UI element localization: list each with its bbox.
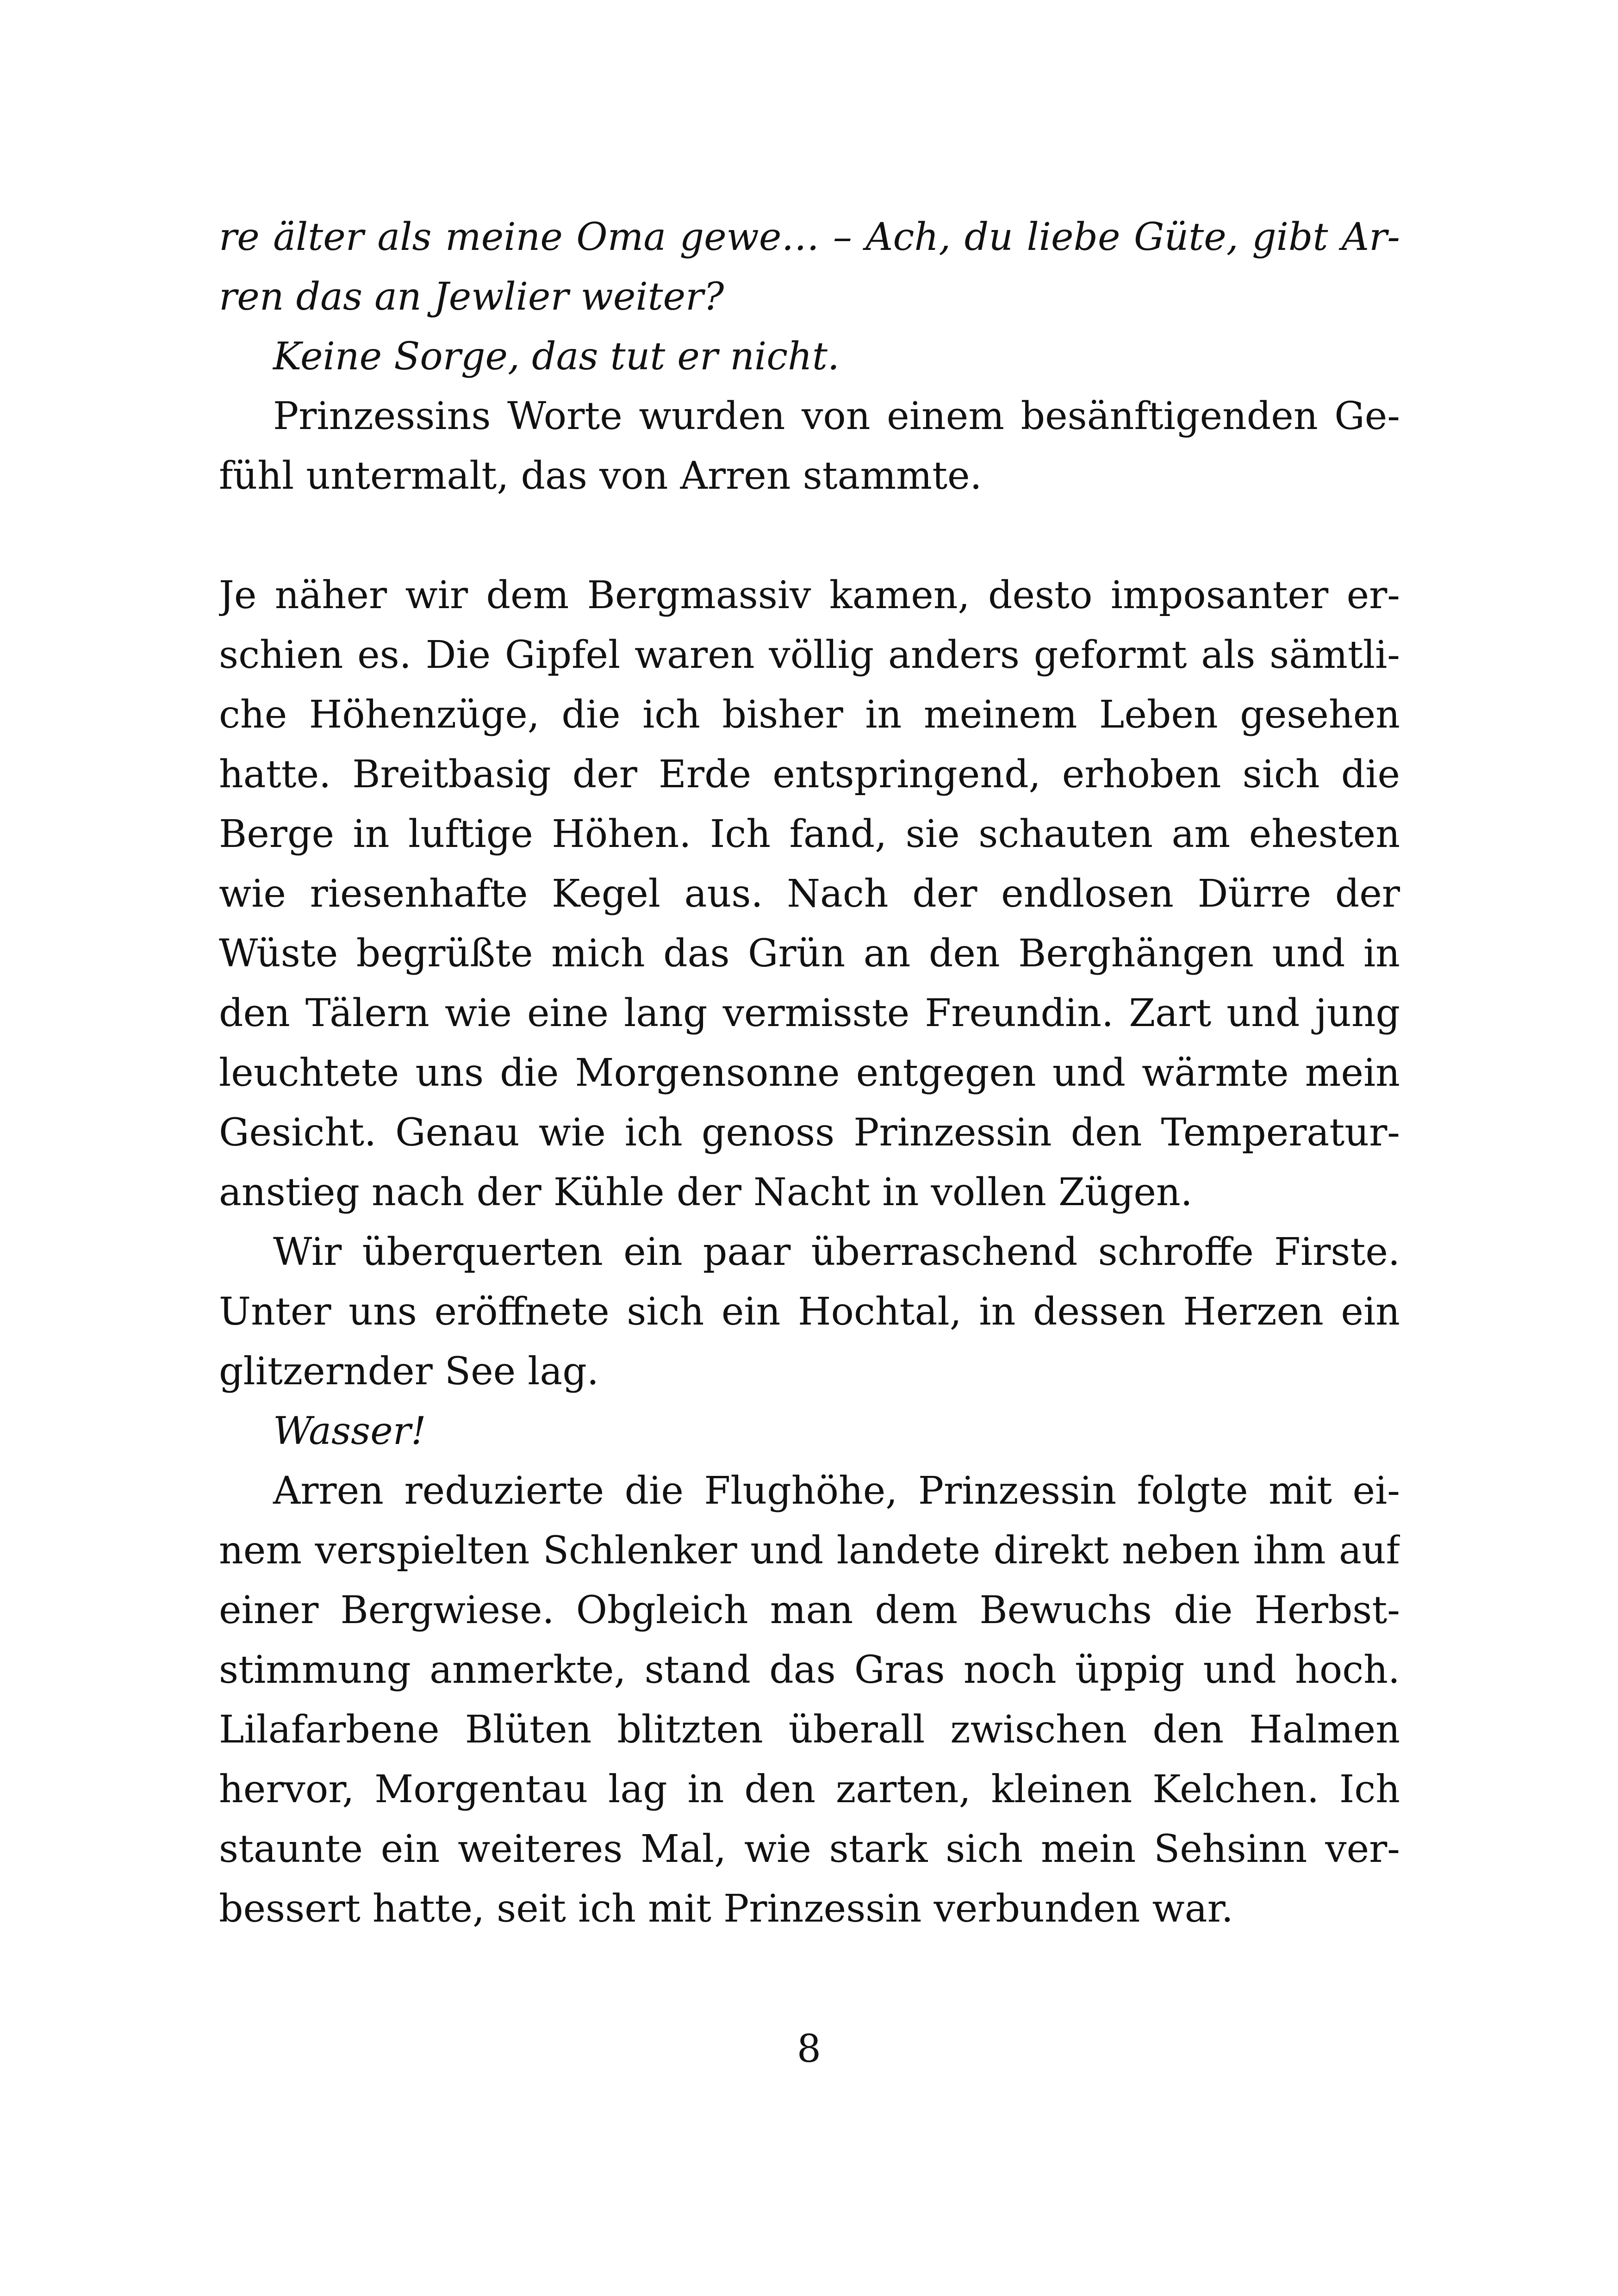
text-line: leuchtete uns die Morgensonne entgegen und wärmte mein (219, 1051, 1400, 1095)
text-line: Gesicht. Genau wie ich genoss Prinzessin den Temperatur- (219, 1111, 1400, 1155)
text-line: nem verspielten Schlenker und landete direkt neben ihm auf (219, 1529, 1400, 1573)
text-line: Wüste begrüßte mich das Grün an den Berghängen und in (219, 932, 1400, 976)
text-line: fühl untermalt, das von Arren stammte. (219, 454, 982, 498)
text-line: einer Bergwiese. Obgleich man dem Bewuchs die Herbst- (219, 1588, 1400, 1632)
text-line: den Tälern wie eine lang vermisste Freundin. Zart und jung (219, 991, 1400, 1035)
text-line: schien es. Die Gipfel waren völlig anders geformt als sämtli- (219, 633, 1400, 677)
text-line: glitzernder See lag. (219, 1350, 599, 1394)
text-line: anstieg nach der Kühle der Nacht in vollen Zügen. (219, 1170, 1193, 1214)
text-line: Wasser! (273, 1409, 426, 1453)
text-line: stimmung anmerkte, stand das Gras noch üppig und hoch. (219, 1648, 1400, 1692)
page-number: 8 (797, 2027, 821, 2071)
text-line: bessert hatte, seit ich mit Prinzessin verbunden war. (219, 1887, 1233, 1931)
body-text (219, 207, 1400, 1939)
text-line: Unter uns eröffnete sich ein Hochtal, in dessen Herzen ein (219, 1290, 1400, 1334)
text-line: hatte. Breitbasig der Erde entspringend, erhoben sich die (219, 753, 1400, 796)
paragraph-break (219, 506, 1400, 566)
text-line: Arren reduzierte die Flughöhe, Prinzessin folgte mit ei- (273, 1469, 1400, 1513)
text-line: re älter als meine Oma gewe… – Ach, du liebe Güte, gibt Ar- (219, 215, 1400, 259)
text-line: Prinzessins Worte wurden von einem besänftigenden Ge- (273, 394, 1400, 438)
text-line: staunte ein weiteres Mal, wie stark sich mein Sehsinn ver- (219, 1827, 1400, 1871)
text-line: Berge in luftige Höhen. Ich fand, sie schauten am ehesten (219, 812, 1400, 856)
text-line: hervor, Morgentau lag in den zarten, kleinen Kelchen. Ich (219, 1767, 1400, 1811)
text-line: Je näher wir dem Bergmassiv kamen, desto imposanter er- (219, 573, 1400, 617)
text-line: che Höhenzüge, die ich bisher in meinem Leben gesehen (219, 693, 1400, 737)
text-line: wie riesenhafte Kegel aus. Nach der endlosen Dürre der (219, 872, 1400, 916)
text-line: Wir überquerten ein paar überraschend schroffe Firste. (273, 1230, 1400, 1274)
text-line: ren das an Jewlier weiter? (219, 275, 724, 319)
text-line: Lilafarbene Blüten blitzten überall zwischen den Halmen (219, 1708, 1400, 1752)
text-line: Keine Sorge, das tut er nicht. (273, 335, 840, 379)
